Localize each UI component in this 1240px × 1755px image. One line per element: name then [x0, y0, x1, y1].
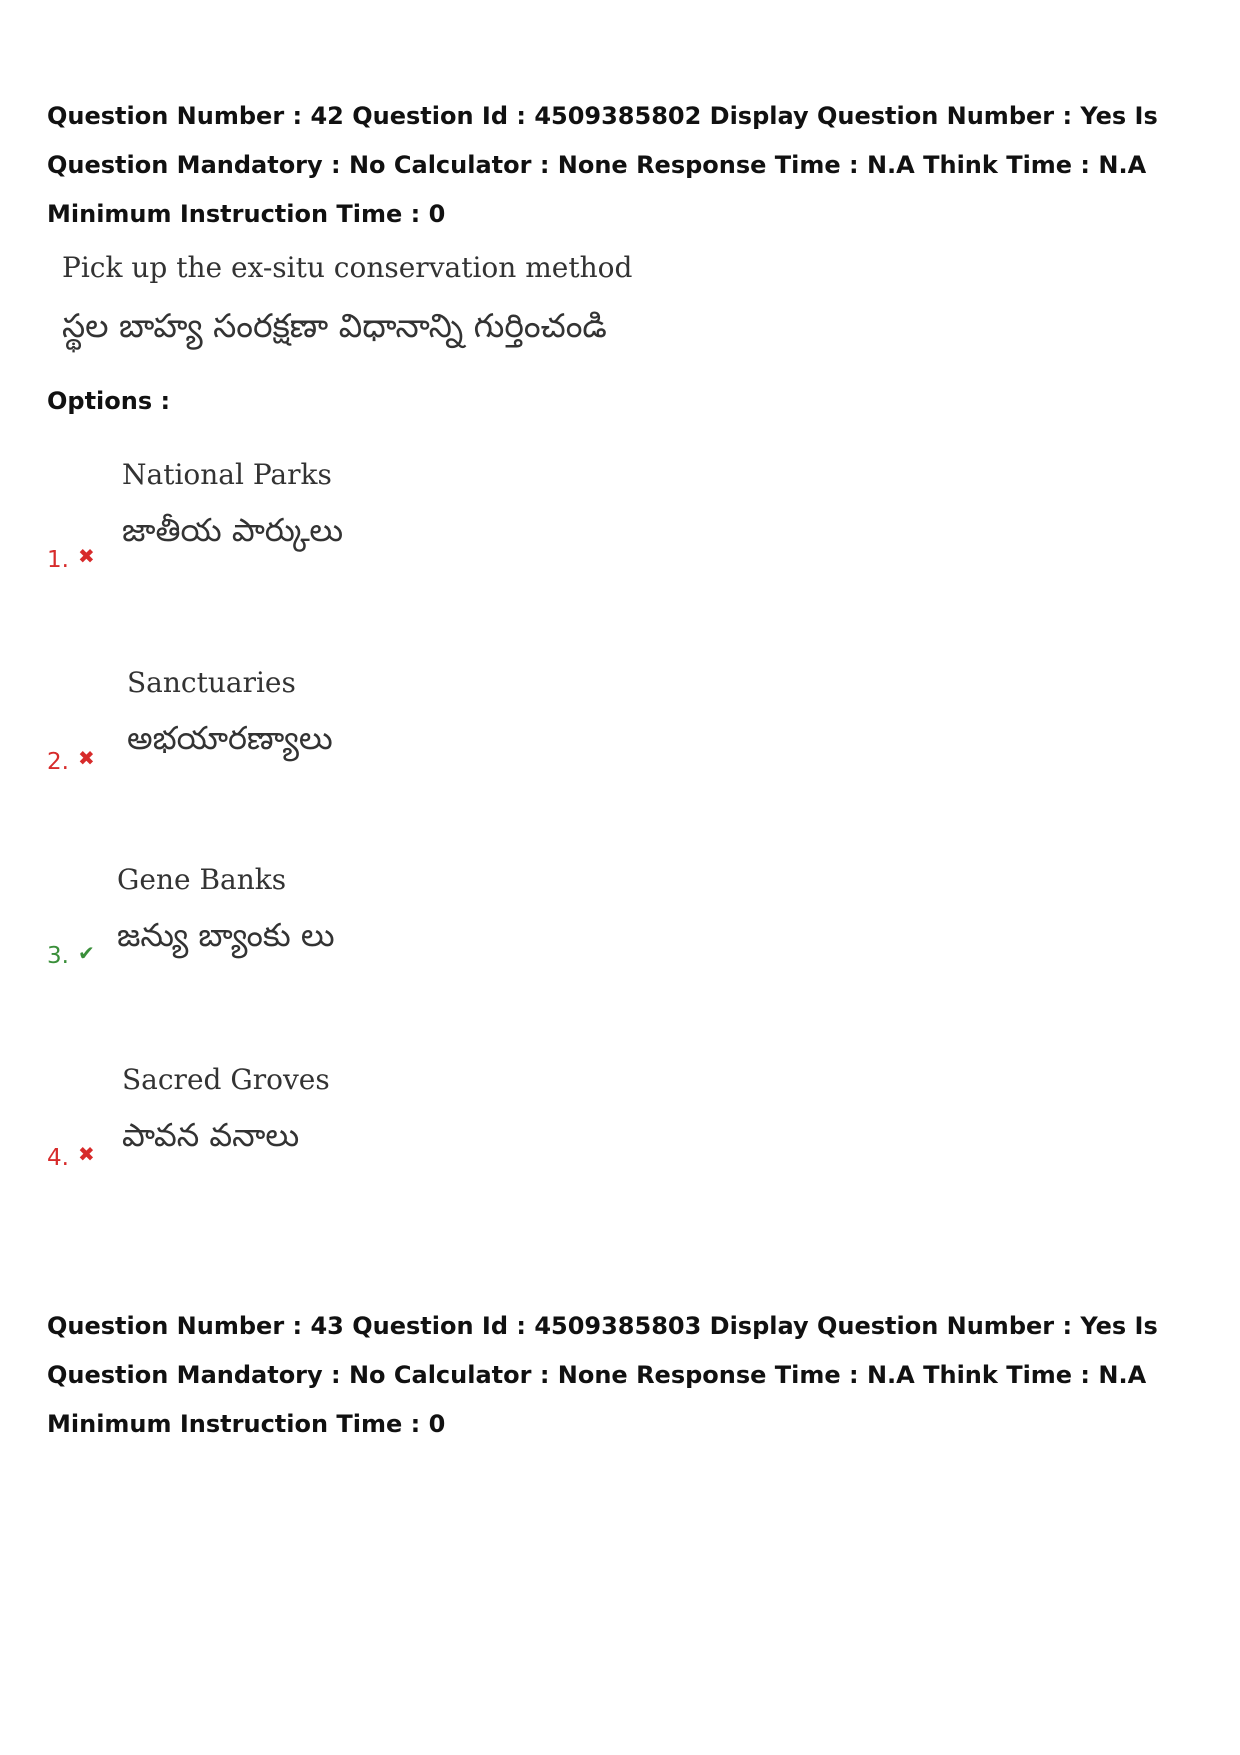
- option-1: [0, 455, 1240, 605]
- option-2-text: [127, 663, 333, 763]
- question-43-metadata: Question Number : 43 Question Id : 4509385803 Display Question Number : Yes Is Question Mandatory : No Calculator : None Response Time : N.A Think Time : N.A Minimum Instruction Time : 0: [47, 1312, 1158, 1438]
- option-3-text: [117, 860, 335, 960]
- option-1-number: 1.: [47, 547, 69, 573]
- question-text-telugu: స్థల బాహ్య సంరక్షణా విధానాన్ని గుర్తించండి: [62, 306, 607, 345]
- option-4-text-telugu: పావన వనాలు: [122, 1116, 300, 1154]
- option-2-text-english: Sanctuaries: [127, 666, 296, 699]
- option-3-text-telugu: జన్యు బ్యాంకు లు: [117, 916, 335, 954]
- cross-icon: ✖: [78, 1142, 95, 1166]
- option-2-text-telugu: అభయారణ్యాలు: [127, 719, 333, 757]
- option-3-text-english: Gene Banks: [117, 863, 287, 896]
- option-4: [0, 1060, 1240, 1210]
- option-3: [0, 860, 1240, 1010]
- option-1-text-english: National Parks: [122, 458, 332, 491]
- check-icon: ✔: [78, 941, 95, 965]
- question-text-english: Pick up the ex-situ conservation method: [62, 251, 633, 284]
- option-3-number: 3.: [47, 943, 69, 969]
- options-label: Options :: [47, 387, 171, 415]
- option-4-text-english: Sacred Groves: [122, 1063, 330, 1096]
- option-2: [0, 663, 1240, 813]
- cross-icon: ✖: [78, 544, 95, 568]
- option-4-text: [122, 1060, 330, 1160]
- option-4-number: 4.: [47, 1145, 69, 1171]
- cross-icon: ✖: [78, 746, 95, 770]
- question-42-metadata: Question Number : 42 Question Id : 4509385802 Display Question Number : Yes Is Question Mandatory : No Calculator : None Response Time : N.A Think Time : N.A Minimum Instruction Time : 0: [47, 102, 1158, 228]
- option-2-number: 2.: [47, 749, 69, 775]
- option-1-text: [122, 455, 343, 555]
- question-42-text: [62, 248, 632, 351]
- option-1-text-telugu: జాతీయ పార్కులు: [122, 511, 344, 549]
